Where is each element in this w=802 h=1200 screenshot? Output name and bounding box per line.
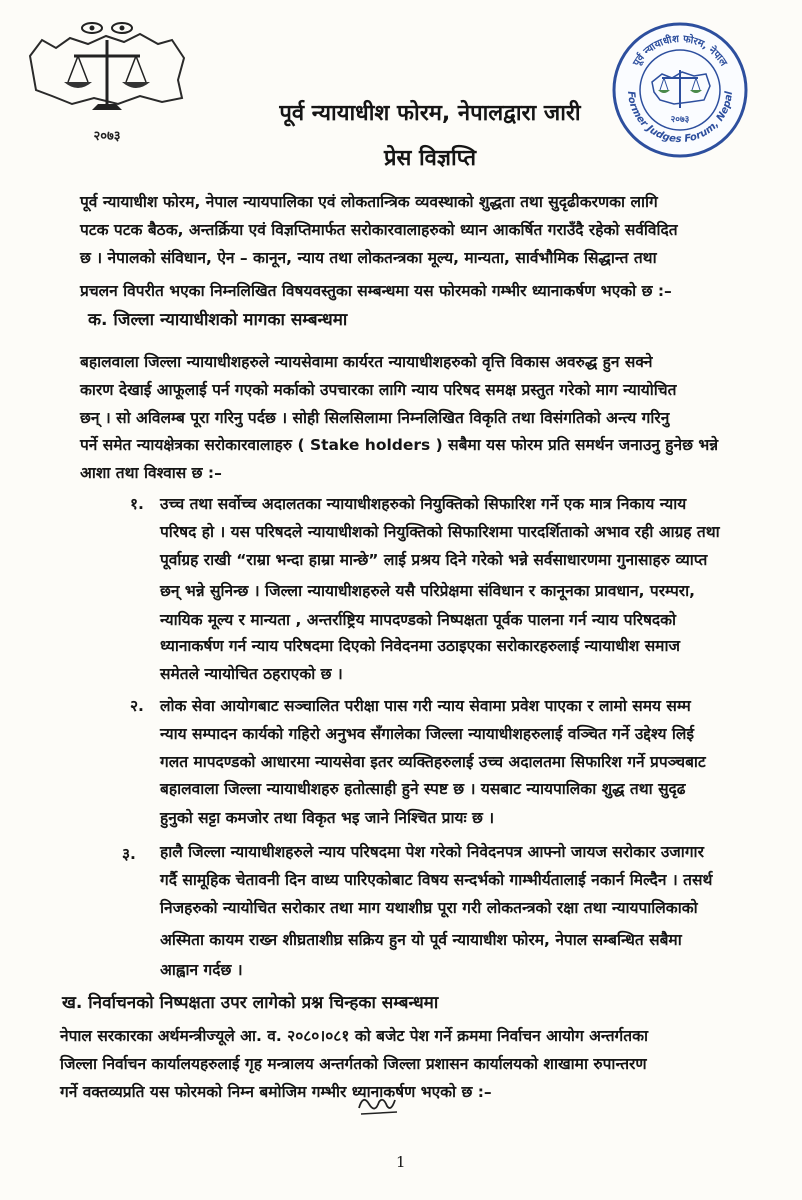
list-item-number: १.: [130, 495, 144, 513]
section-ka-para-line: आशा तथा विश्वास छ :–: [80, 464, 222, 482]
page-number: 1: [396, 1153, 406, 1171]
list-item-number: ३.: [122, 845, 136, 863]
page-title: पूर्व न्यायाधीश फोरम, नेपालद्वारा जारी: [279, 101, 581, 126]
initials-signature: [355, 1088, 401, 1120]
intro-line: प्रचलन विपरीत भएका निम्नलिखित विषयवस्तुका सम्बन्धमा यस फोरमको गम्भीर ध्यानाकर्षण भएको छ :–: [80, 282, 672, 300]
seal-year: २०७३: [670, 115, 690, 125]
page-subtitle: प्रेस विज्ञप्ति: [383, 146, 477, 171]
section-ka-para-line: कारण देखाई आफूलाई पर्न गएको मर्काको उपचारका लागि न्याय परिषद समक्ष प्रस्तुत गरेको माग न्यायोचित: [80, 381, 677, 399]
section-kha-para-line: नेपाल सरकारका अर्थमन्त्रीज्यूले आ. व. २०८०।०८१ को बजेट पेश गर्ने क्रममा निर्वाचन आयोग अन्तर्गतका: [60, 1027, 649, 1045]
list-item-line: आह्वान गर्दछ ।: [160, 961, 243, 979]
forum-seal-right: [610, 20, 750, 160]
section-ka-para-line: बहालवाला जिल्ला न्यायाधीशहरुले न्यायसेवामा कार्यरत न्यायाधीशहरुको वृत्ति विकास अवरुद्ध हुन सक्ने: [80, 353, 653, 371]
section-kha-para-line: गर्ने वक्तव्यप्रति यस फोरमको निम्न बमोजिम गम्भीर ध्यानाकर्षण भएको छ :–: [60, 1083, 492, 1101]
scales-map-icon: [22, 18, 192, 128]
section-ka-para-line: पर्ने समेत न्यायक्षेत्रका सरोकारवालाहरु ( Stake holders ) सबैमा यस फोरम प्रति समर्थन जनाउनु हुनेछ भन्ने: [80, 436, 719, 454]
list-item-line: गर्दै सामूहिक चेतावनी दिन वाध्य पारिएकोबाट विषय सन्दर्भको गाम्भीर्यतालाई नकार्न मिल्दैन । तसर्थ: [160, 871, 713, 889]
list-item-line: लोक सेवा आयोगबाट सञ्चालित परीक्षा पास गरी न्याय सेवामा प्रवेश पाएका र लामो समय सम्म: [160, 697, 691, 715]
list-item-line: समेतले न्यायोचित ठहराएको छ ।: [160, 665, 343, 683]
forum-logo-left: [22, 18, 192, 143]
list-item-line: न्यायिक मूल्य र मान्यता , अन्तर्राष्ट्रिय मापदण्डको निष्पक्षता पूर्वक पालना गर्न न्याय परिषदको: [160, 611, 677, 629]
list-item-line: हुनुको सट्टा कमजोर तथा विकृत भइ जाने निश्चित प्रायः छ ।: [160, 809, 495, 827]
section-kha-para-line: जिल्ला निर्वाचन कार्यालयहरुलाई गृह मन्त्रालय अन्तर्गतको जिल्ला प्रशासन कार्यालयको शाखामा रुपान्तरण: [60, 1055, 647, 1073]
list-item-line: पूर्वाग्रह राखी “राम्रा भन्दा हाम्रा मान्छे” लाई प्रश्रय दिने गरेको भन्ने सर्वसाधारणमा गुनासाहरु व्याप्त: [160, 551, 708, 569]
logo-year: २०७३: [93, 129, 121, 144]
section-ka-heading: क. जिल्ला न्यायाधीशको मागका सम्बन्धमा: [88, 310, 348, 330]
list-item-line: गलत मापदण्डको आधारमा न्यायसेवा इतर व्यक्तिहरुलाई उच्च अदालतमा सिफारिश गर्ने प्रपञ्चबाट: [160, 753, 706, 771]
list-item-line: हालै जिल्ला न्यायाधीशहरुले न्याय परिषदमा पेश गरेको निवेदनपत्र आफ्नो जायज सरोकार उजागार: [160, 843, 704, 861]
list-item-line: अस्मिता कायम राख्न शीघ्रताशीघ्र सक्रिय हुन यो पूर्व न्यायाधीश फोरम, नेपाल सम्बन्धित सबैमा: [160, 931, 682, 949]
intro-line: छ । नेपालको संविधान, ऐन – कानून, न्याय तथा लोकतन्त्रका मूल्य, मान्यता, सार्वभौमिक सिद्धान्त तथा: [80, 249, 657, 267]
intro-line: पटक पटक बैठक, अन्तर्क्रिया एवं विज्ञप्तिमार्फत सरोकारवालाहरुको ध्यान आकर्षित गराउँदै रहेको सर्वविदित: [80, 221, 678, 239]
list-item-line: उच्च तथा सर्वोच्च अदालतका न्यायाधीशहरुको नियुक्तिको सिफारिश गर्ने एक मात्र निकाय न्याय: [160, 495, 687, 513]
list-item-line: बहालवाला जिल्ला न्यायाधीशहरु हतोत्साही हुने स्पष्ट छ । यसबाट न्यायपालिका शुद्ध तथा सुदृढ: [160, 780, 686, 798]
list-item-line: परिषद हो । यस परिषदले न्यायाधीशको नियुक्तिको सिफारिशमा पारदर्शिताको अभाव रही आग्रह तथा: [160, 523, 720, 541]
list-item-line: ध्यानाकर्षण गर्न न्याय परिषदमा दिएको निवेदनमा उठाइएका सरोकारहरुलाई न्यायाधीश समाज: [160, 637, 680, 655]
section-kha-heading: ख. निर्वाचनको निष्पक्षता उपर लागेको प्रश्न चिन्हका सम्बन्धमा: [62, 993, 439, 1013]
list-item-number: २.: [130, 697, 144, 715]
seal-bottom-text: Former Judges Forum, Nepal: [624, 90, 736, 146]
section-ka-para-line: छन् । सो अविलम्ब पूरा गरिनु पर्दछ । सोही सिलसिलामा निम्नलिखित विकृति तथा विसंगतिको अन्त्य गरिनु: [80, 409, 670, 427]
seal-icon: [610, 20, 750, 160]
intro-line: पूर्व न्यायाधीश फोरम, नेपाल न्यायपालिका एवं लोकतान्त्रिक व्यवस्थाको शुद्धता तथा सुदृढीकरणका लागि: [80, 193, 658, 211]
list-item-line: निजहरुको न्यायोचित सरोकार तथा माग यथाशीघ्र पूरा गरी लोकतन्त्रको रक्षा तथा न्यायपालिकाको: [160, 899, 698, 917]
list-item-line: छन् भन्ने सुनिन्छ । जिल्ला न्यायाधीशहरुले यसै परिप्रेक्षमा संविधान र कानूनका प्रावधान, परम्परा,: [160, 582, 696, 600]
seal-top-text: पूर्व न्यायाधीश फोरम, नेपाल: [631, 33, 729, 69]
list-item-line: न्याय सम्पादन कार्यको गहिरो अनुभव सँगालेका जिल्ला न्यायाधीशहरुलाई वञ्चित गर्ने उद्देश्य लिई: [160, 725, 694, 743]
